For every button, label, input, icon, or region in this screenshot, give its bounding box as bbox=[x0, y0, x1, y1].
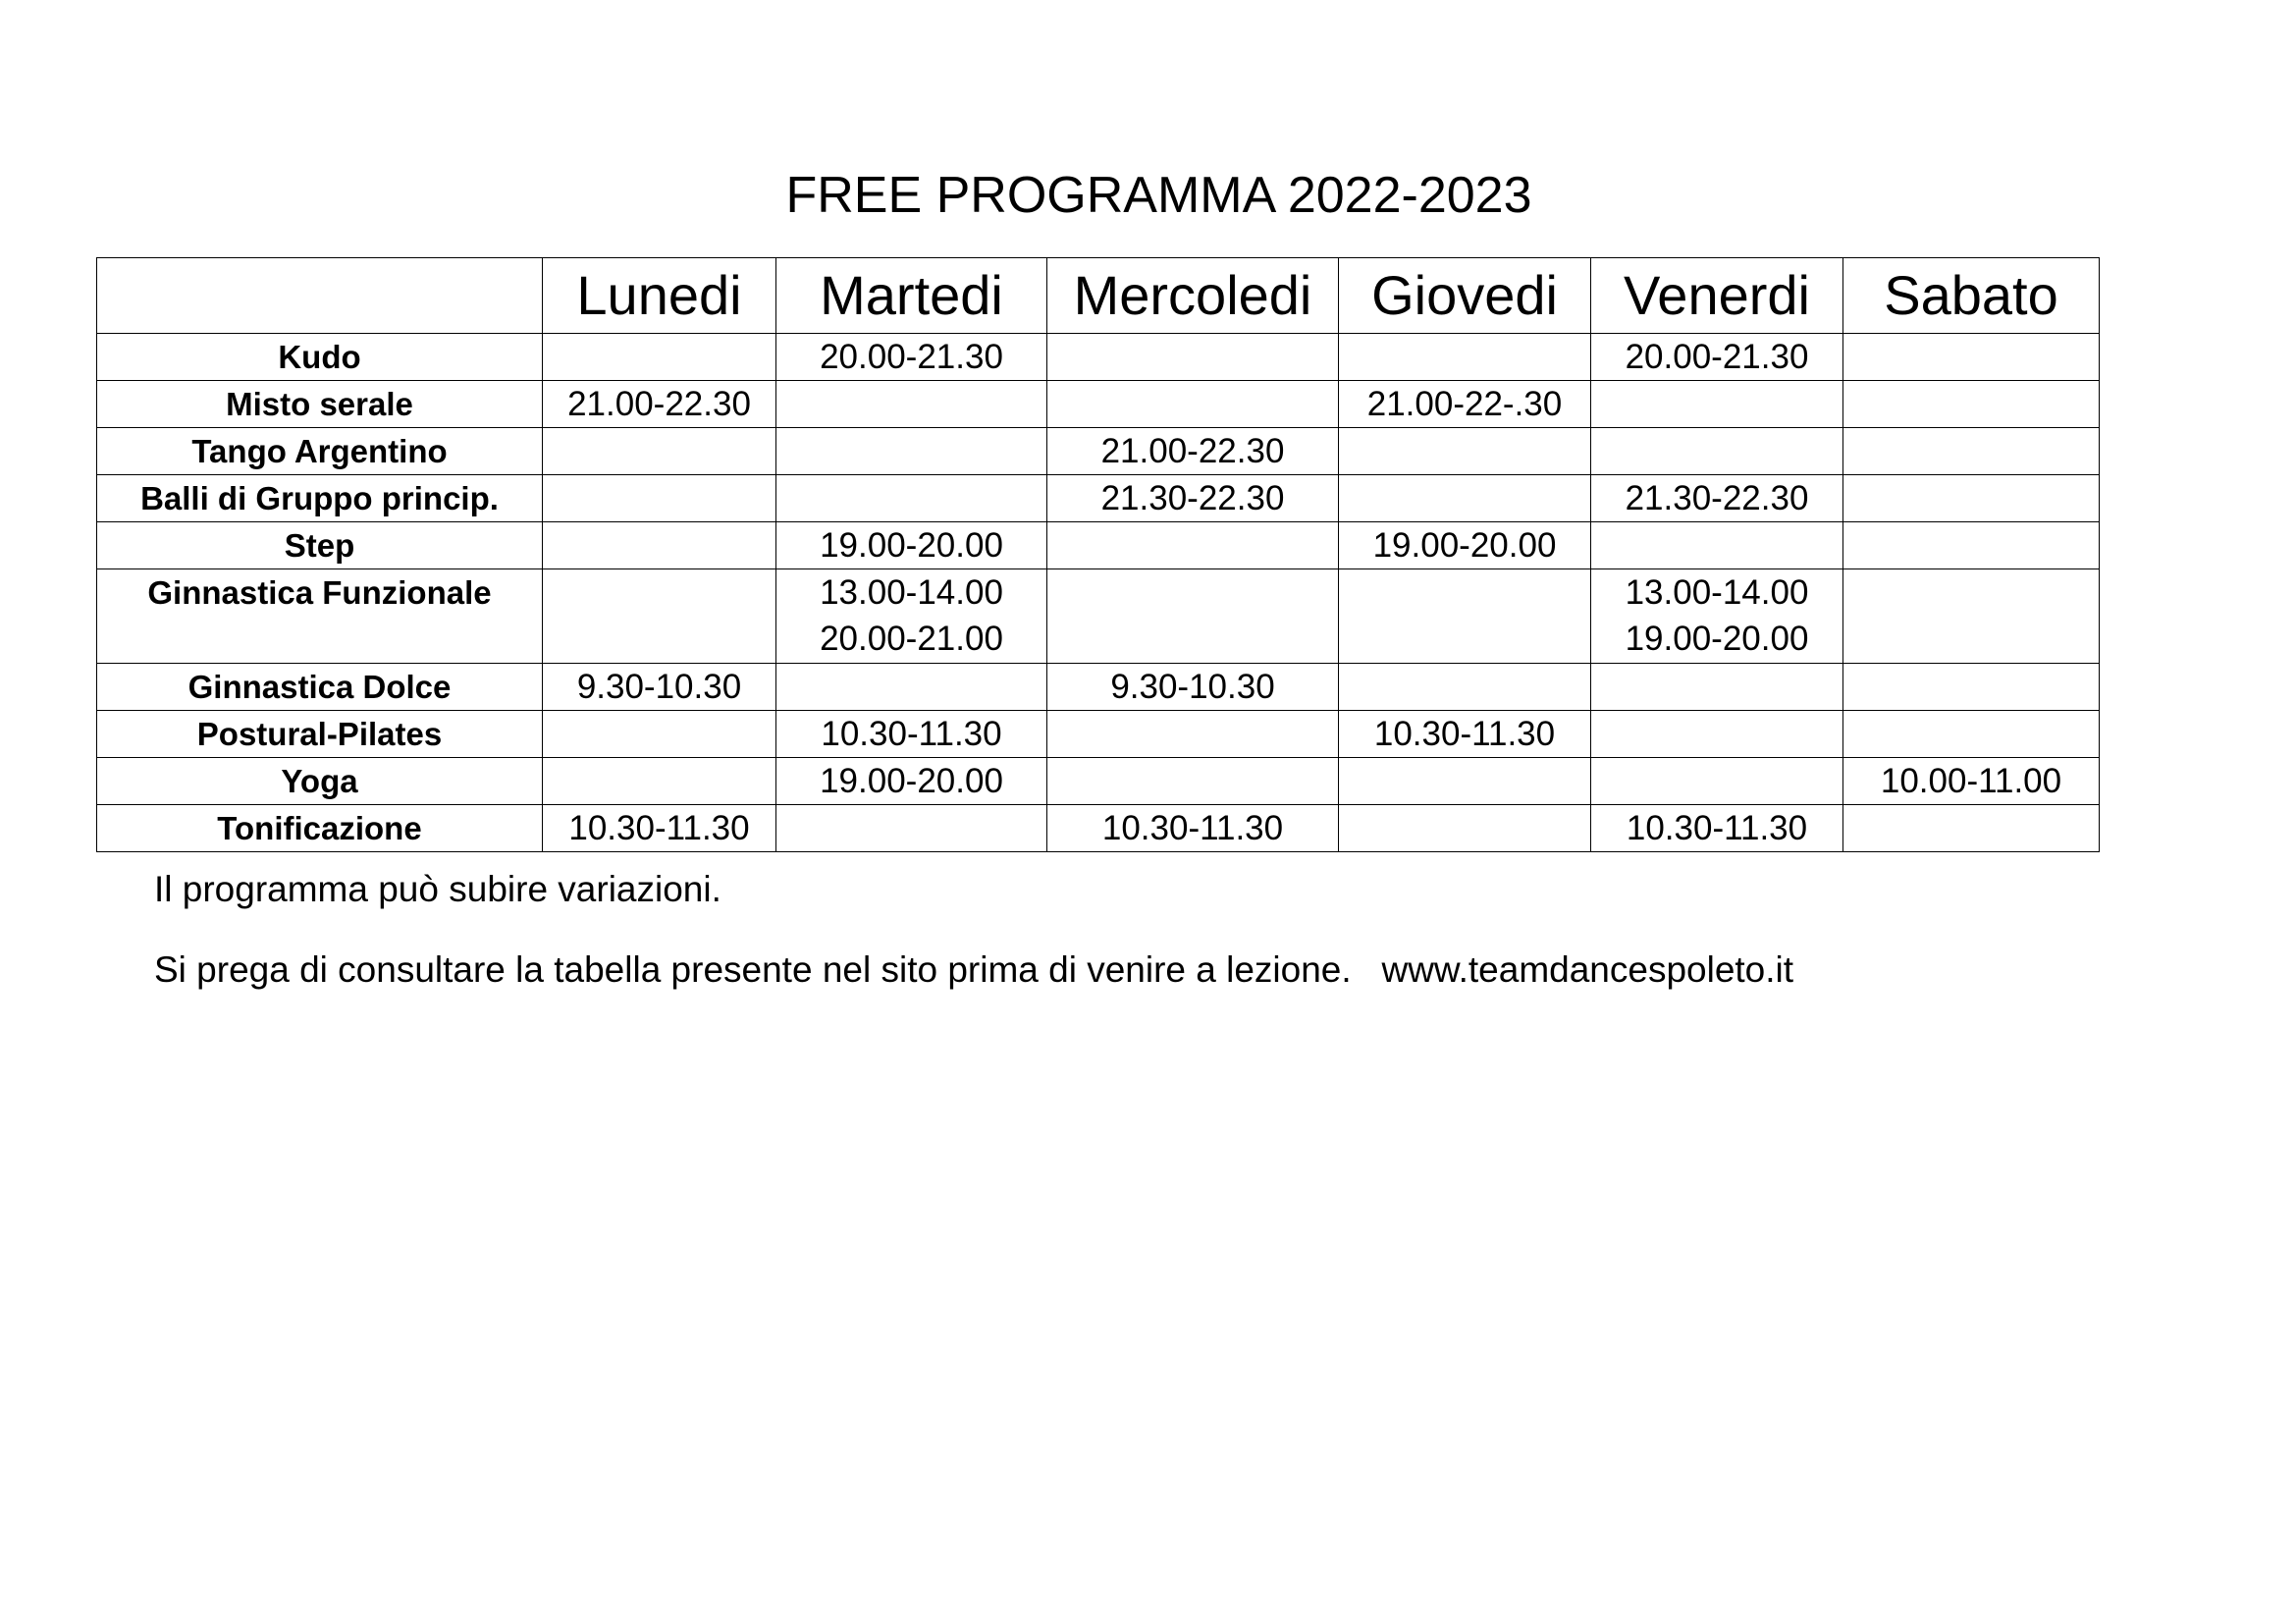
schedule-cell bbox=[543, 711, 776, 758]
schedule-cell bbox=[776, 334, 1047, 381]
page-title: FREE PROGRAMMA 2022-2023 bbox=[785, 167, 1532, 224]
schedule-cell bbox=[1843, 428, 2100, 475]
table-row bbox=[97, 664, 2100, 711]
schedule-cell bbox=[776, 569, 1047, 664]
schedule-cell bbox=[776, 381, 1047, 428]
time-slot: 9.30-10.30 bbox=[576, 668, 742, 706]
schedule-cell bbox=[1591, 711, 1843, 758]
schedule-cell bbox=[1591, 758, 1843, 805]
schedule-cell bbox=[1339, 381, 1591, 428]
activity-name: Ginnastica Funzionale bbox=[97, 569, 543, 664]
schedule-cell bbox=[1047, 569, 1339, 664]
time-slot: 19.00-20.00 bbox=[1372, 526, 1557, 565]
activity-name: Step bbox=[97, 522, 543, 569]
schedule-cell bbox=[1591, 334, 1843, 381]
schedule-cell bbox=[1591, 475, 1843, 522]
schedule-cell bbox=[1591, 805, 1843, 852]
schedule-cell bbox=[543, 381, 776, 428]
schedule-cell bbox=[1339, 475, 1591, 522]
schedule-cell bbox=[1843, 522, 2100, 569]
schedule-cell bbox=[1339, 711, 1591, 758]
time-slot: 10.30-11.30 bbox=[1626, 809, 1808, 847]
time-slot: 10.30-11.30 bbox=[568, 809, 750, 847]
schedule-cell bbox=[776, 522, 1047, 569]
schedule-cell bbox=[1339, 522, 1591, 569]
schedule-cell bbox=[1591, 522, 1843, 569]
schedule-cell bbox=[1843, 805, 2100, 852]
schedule-cell bbox=[1339, 805, 1591, 852]
table-row bbox=[97, 711, 2100, 758]
schedule-cell bbox=[1047, 664, 1339, 711]
time-slot: 13.00-14.00 bbox=[1625, 573, 1809, 612]
time-slot: 10.00-11.00 bbox=[1880, 762, 2062, 800]
schedule-cell bbox=[776, 758, 1047, 805]
schedule-cell bbox=[776, 664, 1047, 711]
time-slot: 20.00-21.30 bbox=[820, 338, 1003, 376]
table-row bbox=[97, 381, 2100, 428]
schedule-cell bbox=[1591, 381, 1843, 428]
corner-cell bbox=[97, 258, 543, 334]
schedule-cell bbox=[1591, 569, 1843, 664]
activity-name: Balli di Gruppo princip. bbox=[97, 475, 543, 522]
schedule-cell bbox=[1047, 805, 1339, 852]
schedule-table bbox=[96, 257, 2100, 852]
schedule-cell bbox=[1047, 758, 1339, 805]
schedule-cell bbox=[1843, 381, 2100, 428]
table-row bbox=[97, 334, 2100, 381]
time-slot: 21.30-22.30 bbox=[1625, 479, 1809, 517]
schedule-cell bbox=[1047, 711, 1339, 758]
schedule-cell bbox=[1843, 758, 2100, 805]
day-header-lunedi: Lunedi bbox=[543, 258, 776, 334]
schedule-cell bbox=[776, 428, 1047, 475]
time-slot: 20.00-21.00 bbox=[820, 620, 1003, 658]
table-row bbox=[97, 428, 2100, 475]
time-slot: 10.30-11.30 bbox=[1101, 809, 1284, 847]
time-slot: 19.00-20.00 bbox=[820, 526, 1003, 565]
schedule-cell bbox=[543, 522, 776, 569]
schedule-cell bbox=[543, 334, 776, 381]
activity-name: Postural-Pilates bbox=[97, 711, 543, 758]
day-header-mercoledi: Mercoledi bbox=[1047, 258, 1339, 334]
table-row bbox=[97, 522, 2100, 569]
time-slot: 10.30-11.30 bbox=[821, 715, 1002, 753]
schedule-cell bbox=[1339, 569, 1591, 664]
time-slot: 21.00-22.30 bbox=[1100, 432, 1285, 470]
schedule-cell bbox=[543, 475, 776, 522]
activity-name: Yoga bbox=[97, 758, 543, 805]
schedule-cell bbox=[1047, 522, 1339, 569]
table-row bbox=[97, 758, 2100, 805]
schedule-cell bbox=[1339, 334, 1591, 381]
table-row bbox=[97, 569, 2100, 664]
schedule-cell bbox=[543, 428, 776, 475]
activity-name: Tango Argentino bbox=[97, 428, 543, 475]
activity-name: Ginnastica Dolce bbox=[97, 664, 543, 711]
variation-note: Il programma può subire variazioni. bbox=[154, 869, 721, 909]
schedule-cell bbox=[543, 664, 776, 711]
schedule-cell bbox=[1591, 428, 1843, 475]
schedule-body bbox=[97, 334, 2100, 852]
table-row bbox=[97, 475, 2100, 522]
schedule-cell bbox=[543, 805, 776, 852]
schedule-cell bbox=[1843, 475, 2100, 522]
day-header-venerdi: Venerdi bbox=[1591, 258, 1843, 334]
schedule-cell bbox=[1339, 428, 1591, 475]
schedule-cell bbox=[1047, 381, 1339, 428]
website-note: Si prega di consultare la tabella presente nel sito prima di venire a lezione. www.teamdancespoleto.it bbox=[154, 949, 1794, 990]
schedule-cell bbox=[543, 569, 776, 664]
schedule-cell bbox=[1047, 334, 1339, 381]
schedule-cell bbox=[1047, 428, 1339, 475]
day-header-martedi: Martedi bbox=[776, 258, 1047, 334]
time-slot: 19.00-20.00 bbox=[1625, 620, 1809, 658]
schedule-cell bbox=[776, 475, 1047, 522]
header-row bbox=[97, 258, 2100, 334]
schedule-cell bbox=[543, 758, 776, 805]
table-row bbox=[97, 805, 2100, 852]
schedule-cell bbox=[1047, 475, 1339, 522]
time-slot: 21.30-22.30 bbox=[1100, 479, 1285, 517]
day-header-sabato: Sabato bbox=[1843, 258, 2100, 334]
schedule-cell bbox=[1843, 334, 2100, 381]
time-slot: 10.30-11.30 bbox=[1373, 715, 1556, 753]
time-slot: 20.00-21.30 bbox=[1625, 338, 1809, 376]
schedule-cell bbox=[1843, 569, 2100, 664]
schedule-cell bbox=[1843, 664, 2100, 711]
schedule-cell bbox=[1339, 664, 1591, 711]
time-slot: 21.00-22.30 bbox=[567, 385, 751, 423]
time-slot: 9.30-10.30 bbox=[1110, 668, 1275, 706]
activity-name: Tonificazione bbox=[97, 805, 543, 852]
day-header-giovedi: Giovedi bbox=[1339, 258, 1591, 334]
time-slot: 19.00-20.00 bbox=[820, 762, 1003, 800]
time-slot: 21.00-22-.30 bbox=[1366, 385, 1563, 423]
schedule-cell bbox=[776, 711, 1047, 758]
schedule-cell bbox=[1591, 664, 1843, 711]
schedule-cell bbox=[1843, 711, 2100, 758]
schedule-cell bbox=[776, 805, 1047, 852]
activity-name: Kudo bbox=[97, 334, 543, 381]
schedule-cell bbox=[1339, 758, 1591, 805]
activity-name: Misto serale bbox=[97, 381, 543, 428]
time-slot: 13.00-14.00 bbox=[820, 573, 1003, 612]
